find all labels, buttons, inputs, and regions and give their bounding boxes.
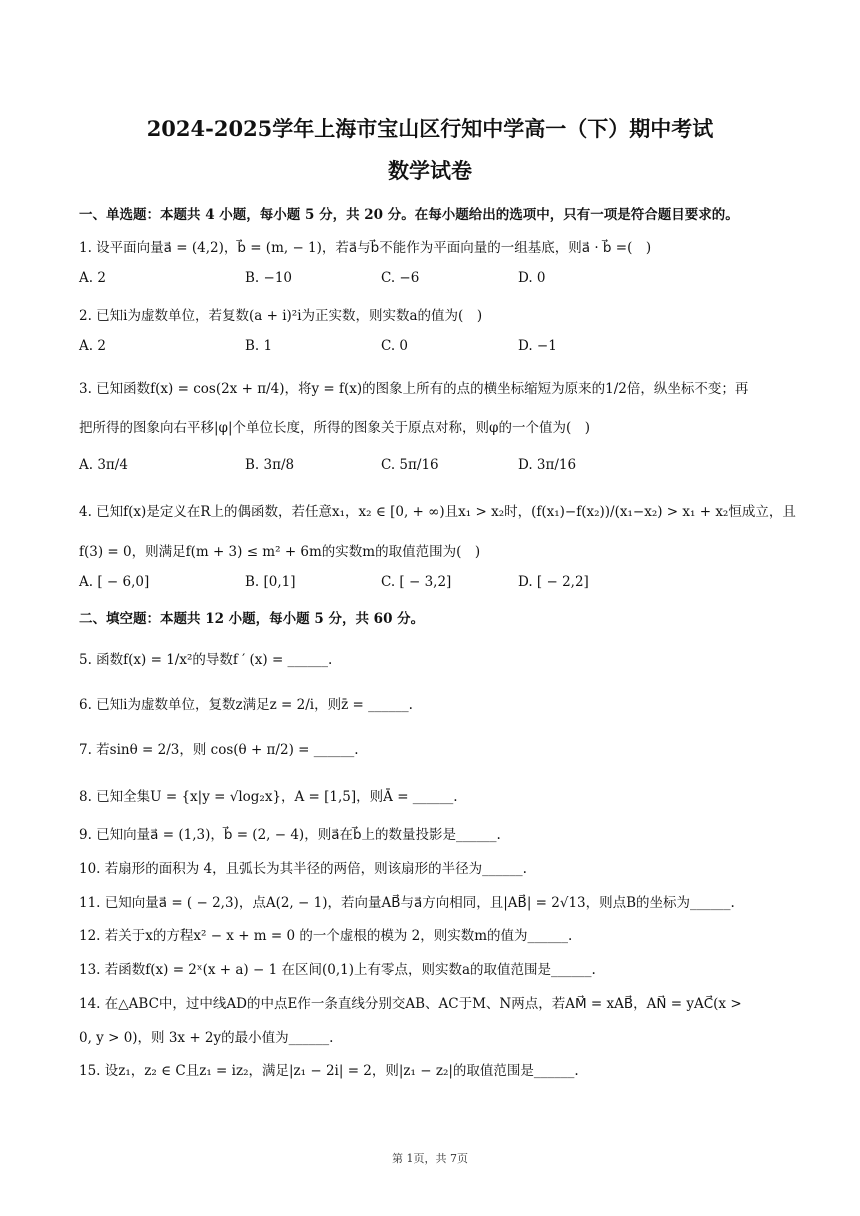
question-15: 15. 设z₁，z₂ ∈ C且z₁ = iz₂，满足|z₁ − 2i| = 2，则|z₁ − z₂|的取值范围是______. xyxy=(79,1063,579,1079)
q2-option-d: D. −1 xyxy=(518,338,557,354)
q2-option-b: B. 1 xyxy=(245,338,273,354)
q2-option-a: A. 2 xyxy=(79,338,106,354)
question-14-line-1: 14. 在△ABC中，过中线AD的中点E作一条直线分别交AB、AC于M、N两点，若AM⃗ = xAB⃗，AN⃗ = yAC⃗(x > xyxy=(79,996,742,1012)
q3-option-c: C. 5π/16 xyxy=(381,457,439,473)
question-10: 10. 若扇形的面积为 4，且弧长为其半径的两倍，则该扇形的半径为______. xyxy=(79,861,527,877)
page-title: 2024-2025学年上海市宝山区行知中学高一（下）期中考试 xyxy=(146,116,714,141)
question-2: 2. 已知i为虚数单位，若复数(a + i)²i为正实数，则实数a的值为( ) xyxy=(79,308,483,324)
q3-option-b: B. 3π/8 xyxy=(245,457,295,473)
q3-option-a: A. 3π/4 xyxy=(79,457,128,473)
q3-option-d: D. 3π/16 xyxy=(518,457,577,473)
question-3-line-1: 3. 已知函数f(x) = cos(2x + π/4)，将y = f(x)的图象上所有的点的横坐标缩短为原来的1/2倍，纵坐标不变；再 xyxy=(79,381,749,397)
question-6: 6. 已知i为虚数单位，复数z满足z = 2/i，则z̄ = ______. xyxy=(79,697,413,713)
q4-option-a: A. [ − 6,0] xyxy=(79,574,150,590)
q1-option-d: D. 0 xyxy=(518,270,546,286)
question-8: 8. 已知全集U = {x|y = √log₂x}，A = [1,5]，则Ā = ______. xyxy=(79,789,458,805)
question-1: 1. 设平面向量a⃗ = (4,2)，b⃗ = (m, − 1)，若a⃗与b⃗不能作为平面向量的一组基底，则a⃗ · b⃗ =( ) xyxy=(79,240,652,256)
question-11: 11. 已知向量a⃗ = ( − 2,3)，点A(2, − 1)，若向量AB⃗与a⃗方向相同，且|AB⃗| = 2√13，则点B的坐标为______. xyxy=(79,895,735,911)
question-14-line-2: 0, y > 0)，则 3x + 2y的最小值为______. xyxy=(79,1030,334,1046)
question-9: 9. 已知向量a⃗ = (1,3)，b⃗ = (2, − 4)，则a⃗在b⃗上的数量投影是______. xyxy=(79,827,501,843)
q4-option-c: C. [ − 3,2] xyxy=(381,574,452,590)
question-7: 7. 若sinθ = 2/3，则 cos(θ + π/2) = ______. xyxy=(79,742,359,758)
section-fill-in-heading: 二、填空题：本题共 12 小题，每小题 5 分，共 60 分。 xyxy=(79,611,425,627)
q1-option-a: A. 2 xyxy=(79,270,106,286)
question-5: 5. 函数f(x) = 1/x²的导数f ′ (x) = ______. xyxy=(79,652,333,668)
question-4-line-1: 4. 已知f(x)是定义在R上的偶函数，若任意x₁，x₂ ∈ [0, + ∞)且x₁ > x₂时，(f(x₁)−f(x₂))/(x₁−x₂) > x₁ + x₂恒成立，且 xyxy=(79,504,796,520)
q1-option-c: C. −6 xyxy=(381,270,420,286)
question-13: 13. 若函数f(x) = 2ˣ(x + a) − 1 在区间(0,1)上有零点，则实数a的取值范围是______. xyxy=(79,962,596,978)
question-3-line-2: 把所得的图象向右平移|φ|个单位长度，所得的图象关于原点对称，则φ的一个值为( ) xyxy=(79,420,591,436)
page-footer: 第 1页，共 7页 xyxy=(392,1152,468,1165)
question-12: 12. 若关于x的方程x² − x + m = 0 的一个虚根的模为 2，则实数m的值为______. xyxy=(79,928,573,944)
q2-option-c: C. 0 xyxy=(381,338,409,354)
section-single-choice-heading: 一、单选题：本题共 4 小题，每小题 5 分，共 20 分。在每小题给出的选项中，只有一项是符合题目要求的。 xyxy=(79,207,739,223)
q1-option-b: B. −10 xyxy=(245,270,292,286)
q4-option-b: B. [0,1] xyxy=(245,574,296,590)
question-4-line-2: f(3) = 0，则满足f(m + 3) ≤ m² + 6m的实数m的取值范围为( ) xyxy=(79,544,481,560)
page-subtitle: 数学试卷 xyxy=(388,158,472,183)
q4-option-d: D. [ − 2,2] xyxy=(518,574,589,590)
